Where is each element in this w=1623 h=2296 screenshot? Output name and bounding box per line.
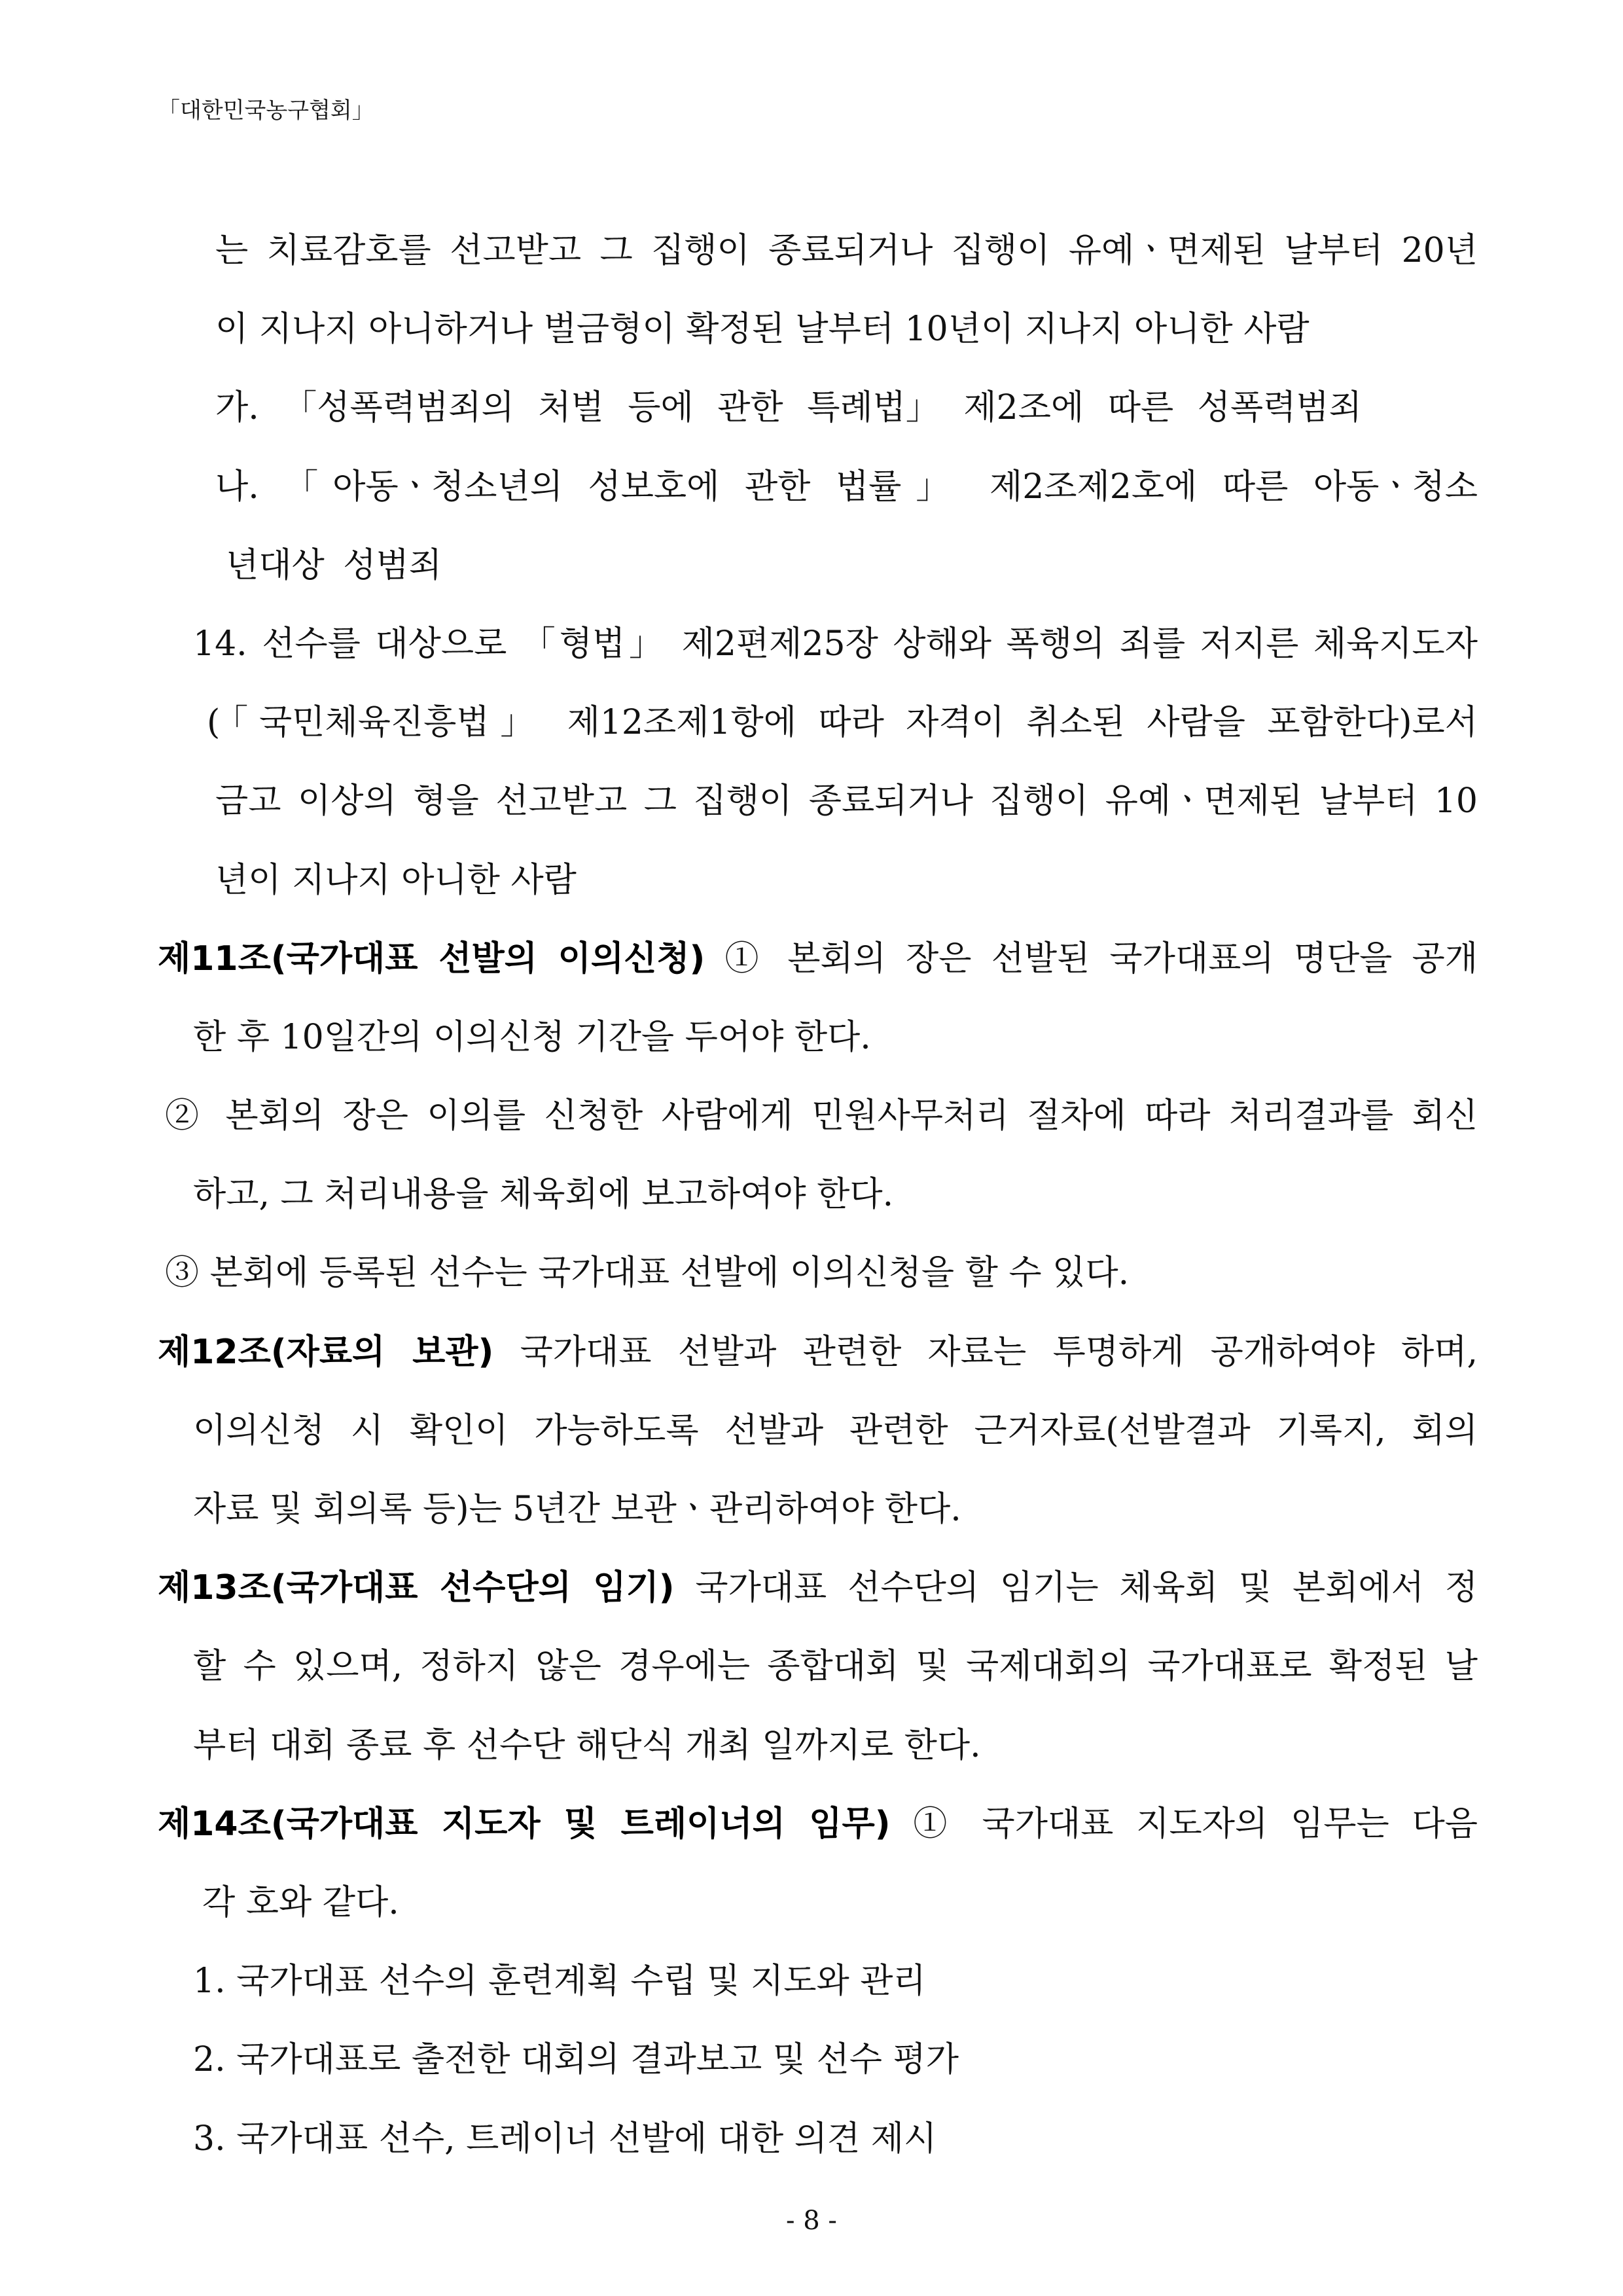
article-14-list-item: 1. 국가대표 선수의 훈련계획 수립 및 지도와 관리	[193, 1962, 926, 2001]
article-11-paragraph-2-line: 하고, 그 처리내용을 체육회에 보고하여야 한다.	[193, 1175, 894, 1215]
article-12-heading: 제12조(자료의 보관)	[158, 1332, 494, 1372]
item-14-line: (「국민체육진흥법」 제12조제1항에 따라 자격이 취소된 사람을 포함한다)로서	[207, 703, 1478, 743]
article-14-list-item: 3. 국가대표 선수, 트레이너 선발에 대한 의견 제시	[193, 2119, 937, 2159]
article-13-line: 할 수 있으며, 정하지 않은 경우에는 종합대회 및 국제대회의 국가대표로 확정된 날	[193, 1647, 1478, 1687]
article-11-heading: 제11조(국가대표 선발의 이의신청)	[158, 939, 705, 978]
sub-item-na-line: 나. 「아동ㆍ청소년의 성보호에 관한 법률」 제2조제2호에 따른 아동ㆍ청소	[215, 467, 1478, 507]
article-12-first-line	[158, 1313, 1478, 1391]
article-12-line: 자료 및 회의록 등)는 5년간 보관ㆍ관리하여야 한다.	[193, 1490, 961, 1529]
article-11-paragraph-1-text: ① 본회의 장은 선발된 국가대표의 명단을 공개	[724, 939, 1478, 978]
sub-item-ga: 가. 「성폭력범죄의 처벌 등에 관한 특례법」 제2조에 따른 성폭력범죄	[215, 388, 1362, 428]
sub-item-na-line: 년대상 성범죄	[226, 545, 442, 585]
document-body	[0, 211, 1623, 2178]
article-11-paragraph-3-line: ③ 본회에 등록된 선수는 국가대표 선발에 이의신청을 할 수 있다.	[165, 1253, 1130, 1293]
running-header: 「대한민국농구협회」	[158, 98, 374, 124]
page-number: - 8 -	[786, 2206, 837, 2236]
article-14-line: 각 호와 같다.	[202, 1882, 399, 1922]
article-12-line: 이의신청 시 확인이 가능하도록 선발과 관련한 근거자료(선발결과 기록지, 회의	[193, 1410, 1478, 1450]
item-14-line: 금고 이상의 형을 선고받고 그 집행이 종료되거나 집행이 유예ㆍ면제된 날부터 10	[215, 781, 1478, 821]
article-13-line: 부터 대회 종료 후 선수단 해단식 개최 일까지로 한다.	[193, 1725, 981, 1765]
item-14-line: 년이 지나지 아니한 사람	[215, 860, 577, 900]
article-14-text: ① 국가대표 지도자의 임무는 다음	[913, 1804, 1478, 1844]
article-12-text: 국가대표 선발과 관련한 자료는 투명하게 공개하여야 하며,	[520, 1332, 1478, 1372]
item-13-continuation-line: 는 치료감호를 선고받고 그 집행이 종료되거나 집행이 유예ㆍ면제된 날부터 20년	[215, 231, 1478, 270]
article-13-heading: 제13조(국가대표 선수단의 임기)	[158, 1568, 675, 1608]
article-13-first-line	[158, 1549, 1478, 1627]
article-14-first-line	[158, 1785, 1478, 1863]
item-14-line: 14. 선수를 대상으로 「형법」 제2편제25장 상해와 폭행의 죄를 저지른 체육지도자	[193, 624, 1478, 664]
article-14-heading: 제14조(국가대표 지도자 및 트레이너의 임무)	[158, 1804, 891, 1844]
item-13-continuation-line: 이 지나지 아니하거나 벌금형이 확정된 날부터 10년이 지나지 아니한 사람	[215, 310, 1310, 350]
article-11-paragraph-2-line: ② 본회의 장은 이의를 신청한 사람에게 민원사무처리 절차에 따라 처리결과를 회신	[165, 1096, 1478, 1136]
article-11-first-line	[158, 920, 1478, 998]
article-11-paragraph-1-line: 한 후 10일간의 이의신청 기간을 두어야 한다.	[193, 1017, 871, 1057]
article-14-list-item: 2. 국가대표로 출전한 대회의 결과보고 및 선수 평가	[193, 2040, 959, 2080]
article-13-text: 국가대표 선수단의 임기는 체육회 및 본회에서 정	[695, 1568, 1478, 1608]
